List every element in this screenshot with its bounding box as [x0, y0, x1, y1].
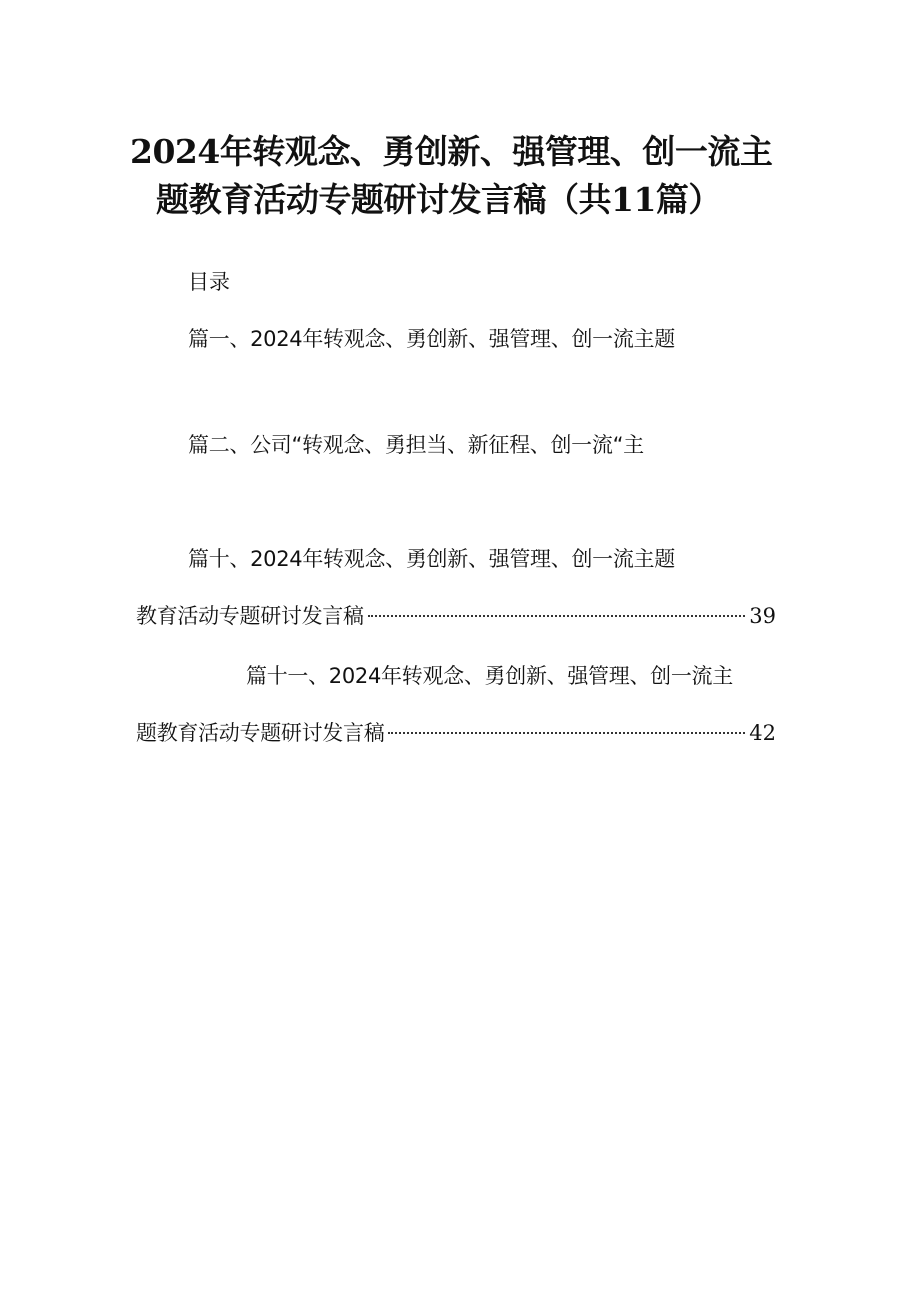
- toc-heading: 目录: [188, 270, 230, 294]
- toc-entry-10-page: 39: [749, 604, 776, 628]
- toc-entry-11-line-2[interactable]: [136, 717, 776, 749]
- toc-entry-10-line-1[interactable]: 篇十、2024年转观念、勇创新、强管理、创一流主题: [188, 547, 675, 571]
- title-line-1: 2024年转观念、勇创新、强管理、创一流主: [130, 132, 773, 171]
- toc-entry-10-line-2[interactable]: [136, 600, 776, 632]
- dot-leader: [388, 732, 745, 734]
- dot-leader: [368, 615, 746, 617]
- toc-entry-1[interactable]: 篇一、2024年转观念、勇创新、强管理、创一流主题: [188, 327, 675, 351]
- toc-entry-2[interactable]: 篇二、公司“转观念、勇担当、新征程、创一流“主: [188, 433, 644, 457]
- toc-entry-11-line-1[interactable]: 篇十一、2024年转观念、勇创新、强管理、创一流主: [246, 664, 733, 688]
- toc-entry-10-text: 教育活动专题研讨发言稿: [136, 604, 364, 628]
- title-line-2: 题教育活动专题研讨发言稿（共11篇）: [156, 180, 721, 219]
- toc-entry-11-text: 题教育活动专题研讨发言稿: [136, 721, 385, 745]
- toc-entry-11-page: 42: [749, 721, 776, 745]
- document-title: [130, 128, 790, 224]
